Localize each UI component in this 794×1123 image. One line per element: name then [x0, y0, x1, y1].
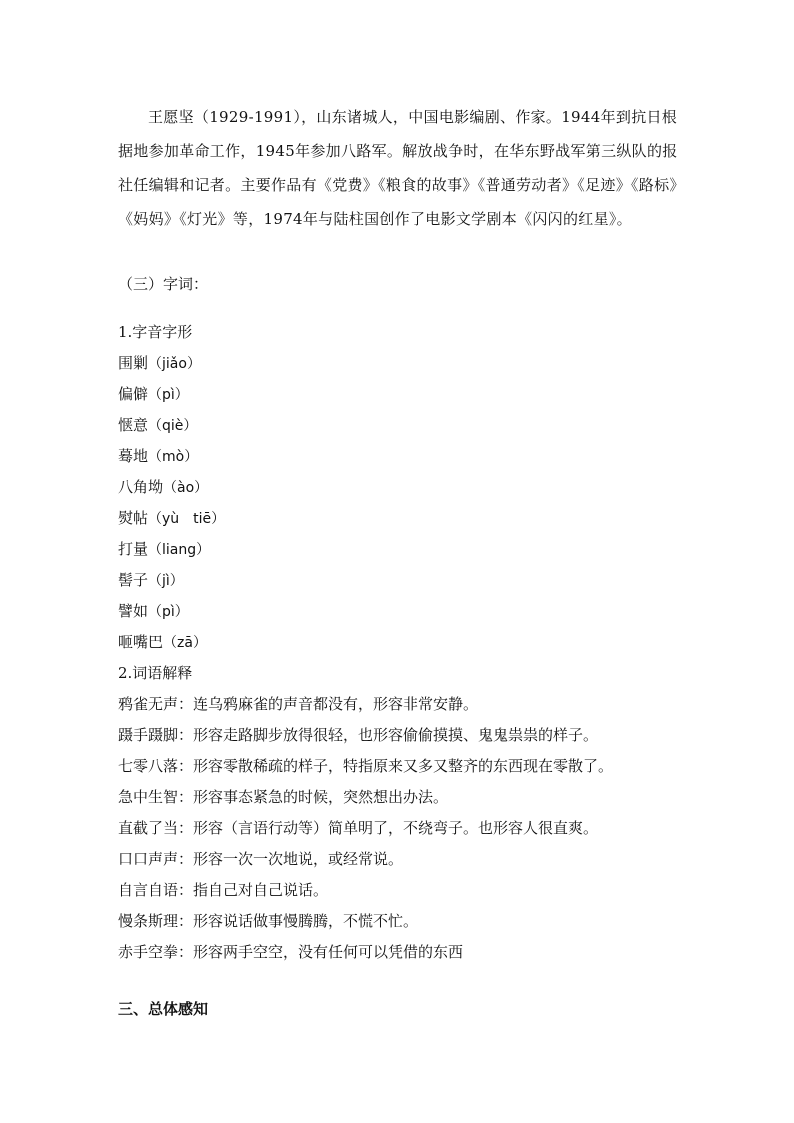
pronunciation-item [118, 596, 698, 627]
word: 打量 [118, 540, 149, 558]
vocabulary-list [118, 658, 698, 968]
word: 髻子 [118, 571, 149, 589]
pinyin: （zā） [163, 635, 207, 651]
vocabulary-item: 自言自语：指自己对自己说话。 [118, 881, 329, 899]
pronunciation-item [118, 348, 698, 379]
pronunciation-item [118, 472, 698, 503]
word: 咂嘴巴 [118, 633, 164, 651]
vocabulary-item: 慢条斯理：形容说话做事慢腾腾，不慌不忙。 [118, 912, 419, 930]
pronunciation-item [118, 379, 698, 410]
word: 熨帖 [118, 509, 149, 527]
pronunciation-item [118, 410, 698, 441]
pronunciation-list [118, 317, 698, 658]
pronunciation-item [118, 503, 698, 534]
pronunciation-item [118, 565, 698, 596]
vocabulary-item: 急中生智：形容事态紧急的时候，突然想出办法。 [118, 788, 449, 806]
word: 偏僻 [118, 385, 149, 403]
pinyin: （pì） [148, 604, 189, 620]
pinyin: （jì） [148, 573, 184, 589]
vocabulary-item: 蹑手蹑脚：形容走路脚步放得很轻，也形容偷偷摸摸、鬼鬼祟祟的样子。 [118, 726, 599, 744]
vocabulary-item: 鸦雀无声：连乌鸦麻雀的声音都没有，形容非常安静。 [118, 695, 479, 713]
word: 惬意 [118, 416, 149, 434]
word: 蓦地 [118, 447, 149, 465]
word: 围剿 [118, 354, 149, 372]
vocabulary-item: 七零八落：形容零散稀疏的样子，特指原来又多又整齐的东西现在零散了。 [118, 757, 614, 775]
pinyin: （qiè） [148, 418, 198, 434]
word: 八角坳 [118, 478, 164, 496]
vocabulary-item: 口口声声：形容一次一次地说，或经常说。 [118, 850, 404, 868]
author-intro-paragraph: 王愿坚（1929-1991），山东诸城人，中国电影编剧、作家。1944年到抗日根据地参加革命工作，1945年参加八路军。解放战争时，在华东野战军第三纵队的报社任编辑和记者。主要作品有《党费》《粮食的故事》《普通劳动者》《足迹》《路标》《妈妈》《灯光》等，1974年与陆柱国创作了电影文学剧本《闪闪的红星》。 [118, 108, 678, 228]
pronunciation-item [118, 534, 698, 565]
pronunciation-item [118, 441, 698, 472]
vocabulary-title: 2.词语解释 [118, 664, 193, 682]
pinyin: （liang） [148, 542, 211, 558]
section-heading-overall-perception: 三、总体感知 [118, 1000, 209, 1018]
section-title-vocabulary: （三）字词： [118, 275, 209, 293]
pinyin: （mò） [148, 449, 199, 465]
pronunciation-title: 1.字音字形 [118, 323, 193, 341]
pinyin: （jiǎo） [148, 356, 201, 372]
vocabulary-item: 直截了当：形容（言语行动等）简单明了，不绕弯子。也形容人很直爽。 [118, 819, 599, 837]
vocabulary-item: 赤手空拳：形容两手空空，没有任何可以凭借的东西 [118, 943, 464, 961]
pinyin: （pì） [148, 387, 189, 403]
word: 譬如 [118, 602, 149, 620]
pinyin: （yù tiē） [148, 511, 226, 527]
pinyin: （ào） [163, 480, 209, 496]
pronunciation-item [118, 627, 698, 658]
